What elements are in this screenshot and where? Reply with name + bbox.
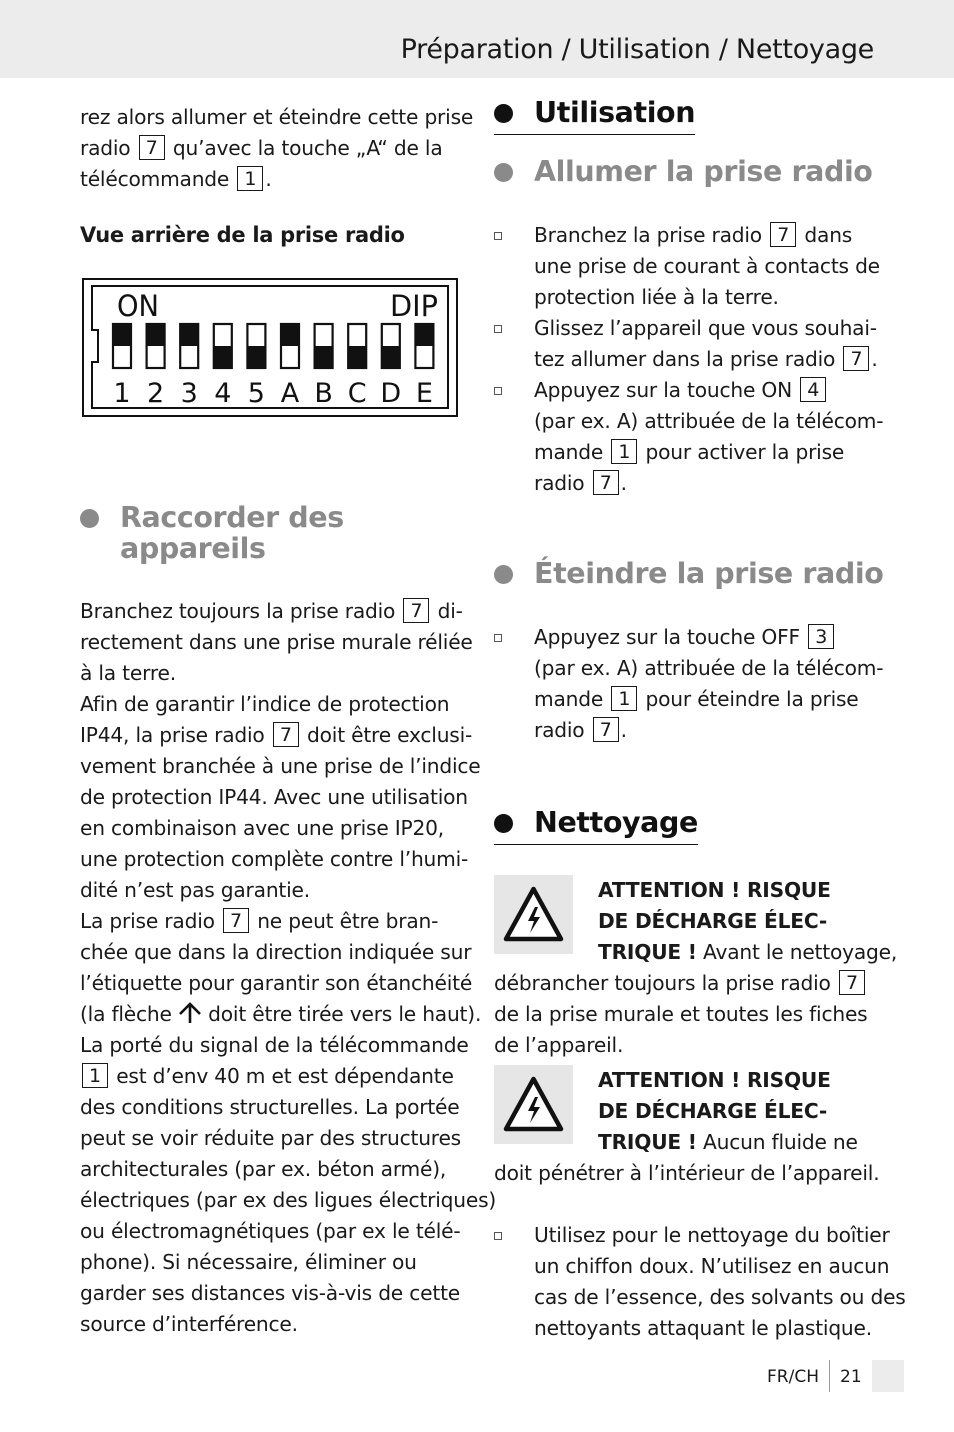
dip-switch-label: B: [314, 378, 333, 409]
text-line: [534, 313, 879, 344]
text-line: [80, 999, 482, 1030]
text-run: source d’interférence.: [80, 1312, 298, 1336]
text-line: [80, 1154, 465, 1185]
text-run: nettoyants attaquant le plastique.: [534, 1316, 872, 1340]
list-item: [494, 313, 879, 375]
text-line: [534, 684, 879, 715]
text-line: [534, 653, 884, 684]
text-run: .: [620, 471, 627, 495]
text-line: [494, 1030, 879, 1061]
text-run: tez allumer dans la prise radio: [534, 347, 842, 371]
text-run: La porté du signal de la télécommande: [80, 1033, 469, 1057]
connect-heading: Raccorder des appareils: [80, 502, 465, 564]
text-run: radio: [534, 471, 591, 495]
connect-section: [80, 501, 497, 1340]
ref-box: 1: [611, 439, 637, 464]
text-run: di-: [431, 599, 463, 623]
square-bullet-icon: [494, 232, 502, 240]
text-run: une protection complète contre l’humi-: [80, 847, 469, 871]
text-line: [80, 1216, 465, 1247]
dip-switch-diagram: [82, 278, 458, 417]
text-run: dans: [798, 223, 853, 247]
text-run: rectement dans une prise murale réliée: [80, 630, 473, 654]
left-column: [80, 102, 474, 247]
dip-switch-svg: [84, 280, 456, 415]
text-run: cas de l’essence, des solvants ou des: [534, 1285, 906, 1309]
text-run: phone). Si nécessaire, éliminer ou: [80, 1250, 417, 1274]
page-number: 21: [840, 1367, 862, 1387]
text-line: [80, 1030, 469, 1061]
dip-switch-knob: [180, 324, 198, 346]
square-bullet-icon: [494, 325, 502, 333]
text-run: doit être tirée vers le haut).: [201, 1002, 482, 1026]
text-run: un chiffon doux. N’utilisez en aucun: [534, 1254, 890, 1278]
text-run: .: [620, 718, 627, 742]
dip-switch-knob: [382, 346, 400, 368]
text-run: architecturales (par ex. béton armé),: [80, 1157, 447, 1181]
text-run: IP44, la prise radio: [80, 723, 271, 747]
switch-on-heading: Allumer la prise radio: [494, 156, 879, 187]
list-item: [494, 220, 879, 313]
text-run: ou électromagnétiques (par ex le télé-: [80, 1219, 461, 1243]
switch-off-heading: Éteindre la prise radio: [494, 558, 879, 589]
cleaning-list: [494, 1220, 906, 1344]
dip-on-label: ON: [117, 289, 159, 323]
warning-shock-2: [494, 1065, 879, 1189]
text-run: de protection IP44. Avec une utilisation: [80, 785, 468, 809]
text-line: [80, 968, 473, 999]
square-bullet-icon: [494, 634, 502, 642]
text-run: débrancher toujours la prise radio: [494, 971, 837, 995]
text-line: [80, 1092, 465, 1123]
text-run: ne peut être bran-: [250, 909, 439, 933]
text-run: Appuyez sur la touche OFF: [534, 625, 807, 649]
text-run: Glissez l’appareil que vous souhai-: [534, 316, 877, 340]
intro-line-2: radio 7 qu’avec la touche „A“ de la: [80, 136, 443, 160]
text-run: protection liée à la terre.: [534, 285, 779, 309]
bullet-dot-icon: [80, 509, 99, 528]
warning-bold-text: DE DÉCHARGE ÉLEC-: [598, 909, 828, 933]
text-line: [80, 720, 473, 751]
ref-box: 7: [593, 470, 619, 495]
usage-heading: Utilisation: [494, 96, 695, 135]
bullet-dot-icon: [494, 565, 513, 584]
text-run: mande: [534, 440, 610, 464]
right-column: [494, 96, 906, 1344]
footer-language: FR/CH: [767, 1367, 819, 1387]
text-run: en combinaison avec une prise IP20,: [80, 816, 445, 840]
text-line: [494, 1158, 879, 1189]
text-line: [80, 875, 465, 906]
text-run: radio: [534, 718, 591, 742]
switch-on-list: [494, 220, 884, 499]
text-line: [534, 282, 879, 313]
footer-tab: [872, 1360, 904, 1392]
text-line: [80, 906, 465, 937]
text-run: pour activer la prise: [639, 440, 845, 464]
text-line: [534, 344, 879, 375]
text-line: [80, 844, 469, 875]
text-line: [534, 1313, 879, 1344]
ref-box: 7: [139, 135, 165, 160]
dip-switch-label: 1: [113, 378, 131, 409]
dip-dip-label: DIP: [390, 289, 438, 323]
text-line: [80, 813, 465, 844]
dip-switch-label: C: [347, 378, 367, 409]
list-item: [494, 1220, 906, 1344]
square-bullet-icon: [494, 1232, 502, 1240]
text-run: à la terre.: [80, 661, 176, 685]
ref-box: 7: [223, 908, 249, 933]
ref-box: 3: [808, 624, 834, 649]
warning-tail-text: Avant le nettoyage,: [696, 940, 898, 964]
text-line: [80, 689, 465, 720]
text-line: [80, 658, 465, 689]
arrow-up-icon: [178, 1002, 202, 1026]
text-run: Appuyez sur la touche ON: [534, 378, 799, 402]
text-run: électriques (par ex des ligues électriques): [80, 1188, 497, 1212]
intro-line-3: télécommande 1 .: [80, 167, 272, 191]
warning-bold-text: ATTENTION ! RISQUE: [598, 1068, 831, 1092]
text-run: de l’appareil.: [494, 1033, 624, 1057]
text-line: [80, 937, 472, 968]
text-line: [80, 1278, 465, 1309]
dip-switch-knob: [113, 324, 131, 346]
dip-switch-knob: [147, 324, 165, 346]
bullet-dot-icon: [494, 163, 513, 182]
text-line: [80, 596, 465, 627]
text-run: (la flèche: [80, 1002, 178, 1026]
text-line: [534, 468, 879, 499]
text-run: de la prise murale et toutes les fiches: [494, 1002, 868, 1026]
text-line: [534, 251, 879, 282]
dip-switch-label: 4: [214, 378, 232, 409]
ref-box: 1: [82, 1063, 108, 1088]
warning-shock-1: [494, 875, 898, 1061]
text-line: [80, 751, 481, 782]
text-line: [80, 1247, 465, 1278]
dip-switch-knob: [214, 346, 232, 368]
warning-bold-text: TRIQUE !: [598, 1130, 697, 1154]
dip-switch-knob: [415, 324, 433, 346]
connect-body: [80, 596, 497, 1340]
text-line: [80, 1061, 465, 1092]
ref-box: 7: [843, 346, 869, 371]
text-run: vement branchée à une prise de l’indice: [80, 754, 481, 778]
warning-bold-text: TRIQUE !: [598, 940, 697, 964]
switch-off-list: [494, 622, 884, 746]
text-line: [494, 999, 879, 1030]
text-run: Branchez toujours la prise radio: [80, 599, 402, 623]
footer-divider: [829, 1360, 830, 1392]
text-run: .: [871, 347, 878, 371]
text-run: l’étiquette pour garantir son étanchéité: [80, 971, 473, 995]
warning-bold-text: ATTENTION ! RISQUE: [598, 878, 831, 902]
ref-box: 1: [237, 166, 263, 191]
cleaning-heading: Nettoyage: [494, 806, 698, 845]
dip-switch-label: 2: [147, 378, 165, 409]
text-run: doit être exclusi-: [300, 723, 473, 747]
dip-switch-label: 5: [247, 378, 265, 409]
page-title: Préparation / Utilisation / Nettoyage: [400, 34, 874, 65]
text-line: [534, 437, 879, 468]
text-line: [80, 1185, 497, 1216]
text-line: [80, 1123, 465, 1154]
text-run: (par ex. A) attribuée de la télécom-: [534, 409, 884, 433]
ref-box: 7: [593, 717, 619, 742]
text-run: des conditions structurelles. La portée: [80, 1095, 460, 1119]
text-line: [534, 715, 879, 746]
ref-box: 7: [403, 598, 429, 623]
text-line: [534, 220, 879, 251]
text-run: Afin de garantir l’indice de protection: [80, 692, 450, 716]
ref-box: 4: [800, 377, 826, 402]
dip-switch-knob: [247, 346, 265, 368]
text-run: Utilisez pour le nettoyage du boîtier: [534, 1223, 890, 1247]
text-line: [534, 375, 879, 406]
text-run: une prise de courant à contacts de: [534, 254, 880, 278]
text-run: mande: [534, 687, 610, 711]
text-run: est d’env 40 m et est dépendante: [110, 1064, 454, 1088]
bullet-dot-icon: [494, 104, 513, 123]
ref-box: 1: [611, 686, 637, 711]
text-line: [534, 406, 884, 437]
electric-shock-warning-icon: [494, 875, 573, 954]
square-bullet-icon: [494, 387, 502, 395]
dip-switch-label: 3: [180, 378, 198, 409]
ref-box: 7: [839, 970, 865, 995]
text-line: [80, 782, 468, 813]
text-run: Branchez la prise radio: [534, 223, 769, 247]
list-item: [494, 622, 884, 746]
text-line: [534, 1220, 890, 1251]
dip-switch-label: E: [415, 378, 433, 409]
intro-line-1: rez alors allumer et éteindre cette prise: [80, 105, 474, 129]
text-line: [534, 622, 879, 653]
text-run: pour éteindre la prise: [639, 687, 859, 711]
electric-shock-warning-icon: [494, 1065, 573, 1144]
text-run: La prise radio: [80, 909, 221, 933]
text-line: [494, 968, 879, 999]
text-run: doit pénétrer à l’intérieur de l’appareil.: [494, 1161, 880, 1185]
ref-box: 7: [770, 222, 796, 247]
dip-switch-knob: [315, 346, 333, 368]
text-run: peut se voir réduite par des structures: [80, 1126, 461, 1150]
text-run: (par ex. A) attribuée de la télécom-: [534, 656, 884, 680]
ref-box: 7: [273, 722, 299, 747]
text-run: dité n’est pas garantie.: [80, 878, 310, 902]
list-item: [494, 375, 884, 499]
dip-switch-knob: [281, 324, 299, 346]
text-line: [80, 627, 473, 658]
text-line: [534, 1251, 890, 1282]
text-run: chée que dans la direction indiquée sur: [80, 940, 472, 964]
text-line: [534, 1282, 906, 1313]
bullet-dot-icon: [494, 814, 513, 833]
dip-switch-label: D: [380, 378, 402, 409]
dip-switch-knob: [348, 346, 366, 368]
warning-bold-text: DE DÉCHARGE ÉLEC-: [598, 1099, 828, 1123]
dip-switch-label: A: [280, 378, 300, 409]
rear-view-title: Vue arrière de la prise radio: [80, 223, 405, 247]
text-line: [80, 1309, 465, 1340]
text-run: garder ses distances vis-à-vis de cette: [80, 1281, 461, 1305]
warning-tail-text: Aucun fluide ne: [696, 1130, 858, 1154]
